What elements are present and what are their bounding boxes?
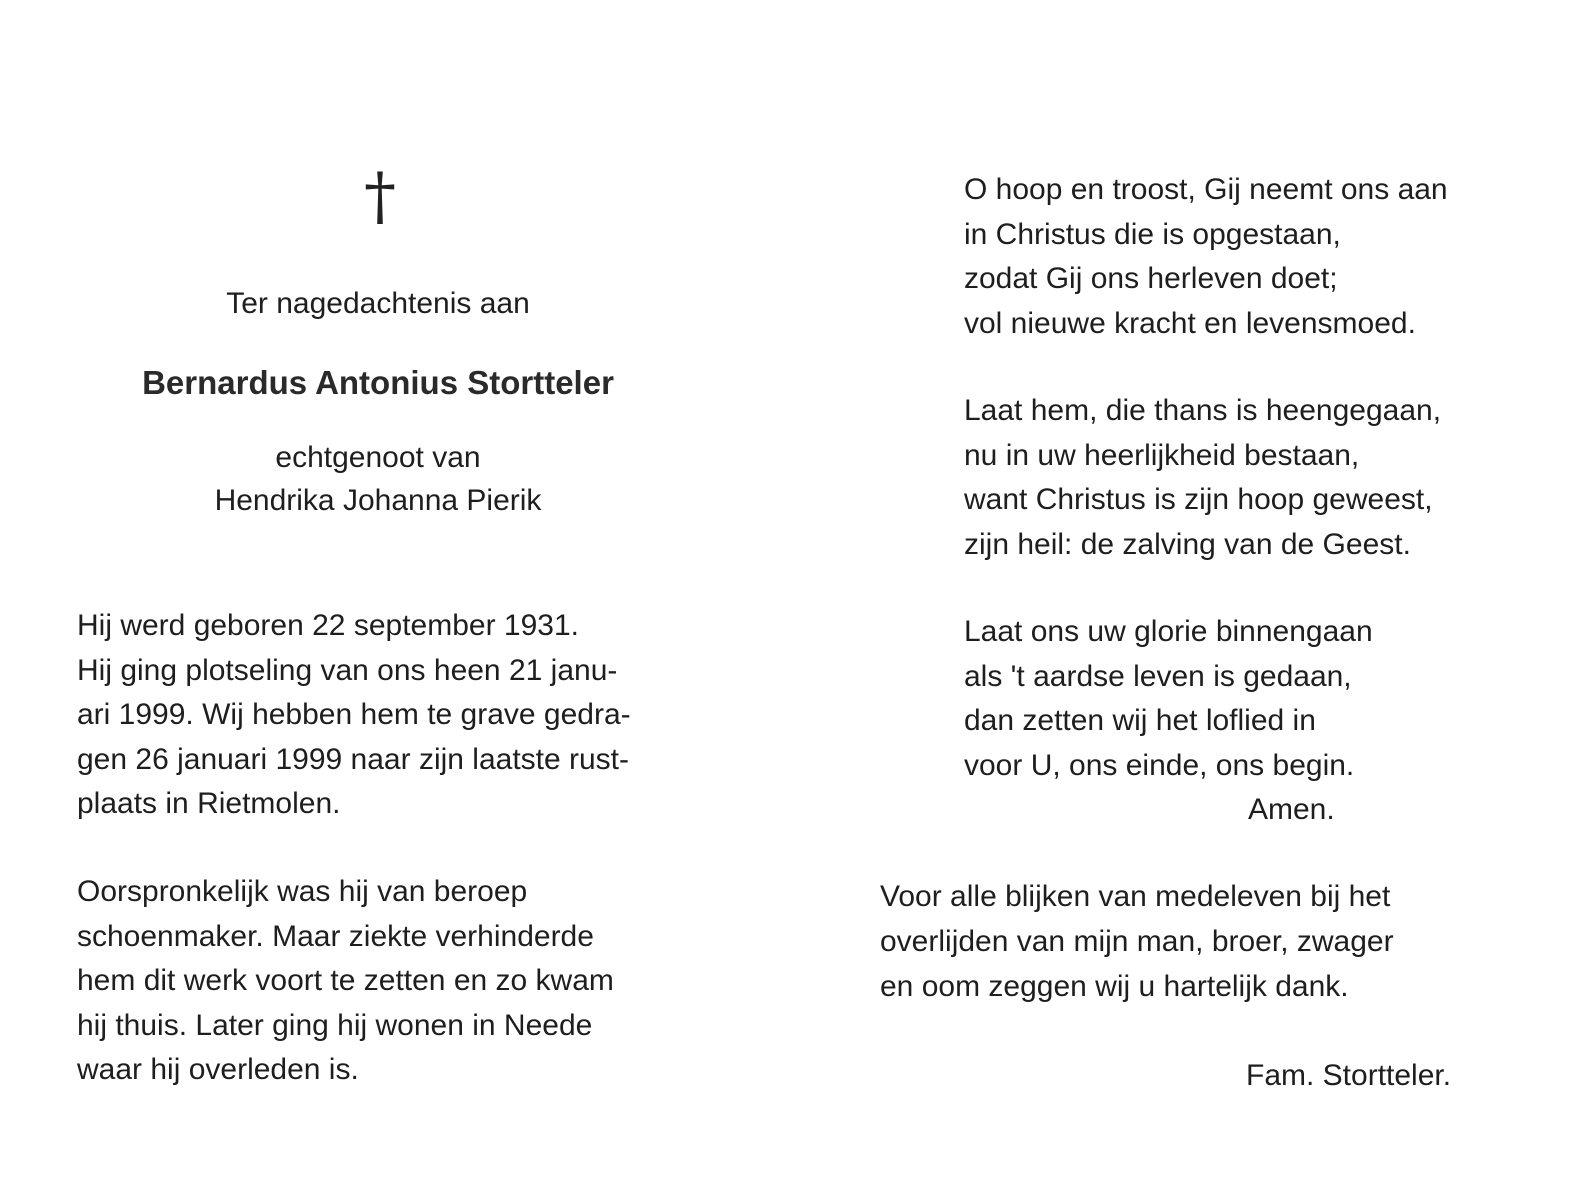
bio-line: ari 1999. Wij hebben hem te grave gedra- (77, 698, 631, 731)
bio-line: Hij ging plotseling van ons heen 21 janu- (77, 653, 618, 687)
bio-line: plaats in Rietmolen. (77, 787, 341, 820)
deceased-name: Bernardus Antonius Stortteler (142, 364, 614, 401)
verse-line: zodat Gij ons herleven doet; (964, 262, 1338, 295)
bio-line: waar hij overleden is. (77, 1053, 359, 1086)
thanks-line: en oom zeggen wij u hartelijk dank. (880, 970, 1349, 1003)
cross-icon: † (364, 160, 396, 234)
prayer-verse (964, 168, 1554, 346)
verse-line: nu in uw heerlijkheid bestaan, (964, 438, 1360, 472)
verse-line: want Christus is zijn hoop geweest, (964, 483, 1433, 516)
left-panel (0, 0, 760, 1200)
verse-line: als 't aardse leven is gedaan, (964, 659, 1352, 693)
spouse-block (0, 436, 756, 522)
bio-line: hem dit werk voort te zetten en zo kwam (77, 964, 614, 997)
bio-line: Hij werd geboren 22 september 1931. (77, 609, 579, 642)
bio-line: gen 26 januari 1999 naar zijn laatste rust- (77, 742, 630, 776)
prayer-verse (964, 389, 1554, 567)
thanks-line: Voor alle blijken van medeleven bij het (880, 880, 1391, 913)
thanks-line: overlijden van mijn man, broer, zwager (880, 925, 1394, 958)
verse-line: zijn heil: de zalving van de Geest. (964, 527, 1411, 561)
spouse-line: echtgenoot van (275, 441, 481, 474)
right-panel (760, 0, 1572, 1200)
verse-line: voor U, ons einde, ons begin. (964, 748, 1355, 782)
verse-line: O hoop en troost, Gij neemt ons aan (964, 173, 1448, 206)
bio-paragraph (77, 604, 677, 827)
verse-line: Laat ons uw glorie binnengaan (964, 615, 1373, 648)
bio-line: Oorspronkelijk was hij van beroep (77, 875, 528, 908)
thanks-paragraph (880, 874, 1560, 1009)
intro-text: Ter nagedachtenis aan (226, 287, 530, 320)
verse-line: vol nieuwe kracht en levensmoed. (964, 306, 1416, 340)
verse-line: Laat hem, die thans is heengegaan, (964, 394, 1442, 427)
family-signature: Fam. Stortteler. (1246, 1059, 1452, 1092)
bio-line: schoenmaker. Maar ziekte verhinderde (77, 919, 594, 953)
spouse-line: Hendrika Johanna Pierik (214, 484, 542, 517)
amen-text: Amen. (1248, 793, 1335, 826)
bio-line: hij thuis. Later ging hij wonen in Neede (77, 1008, 593, 1042)
verse-line: in Christus die is opgestaan, (964, 217, 1341, 251)
bio-paragraph (77, 870, 677, 1093)
verse-line: dan zetten wij het loflied in (964, 704, 1316, 737)
prayer-verse (964, 610, 1554, 788)
